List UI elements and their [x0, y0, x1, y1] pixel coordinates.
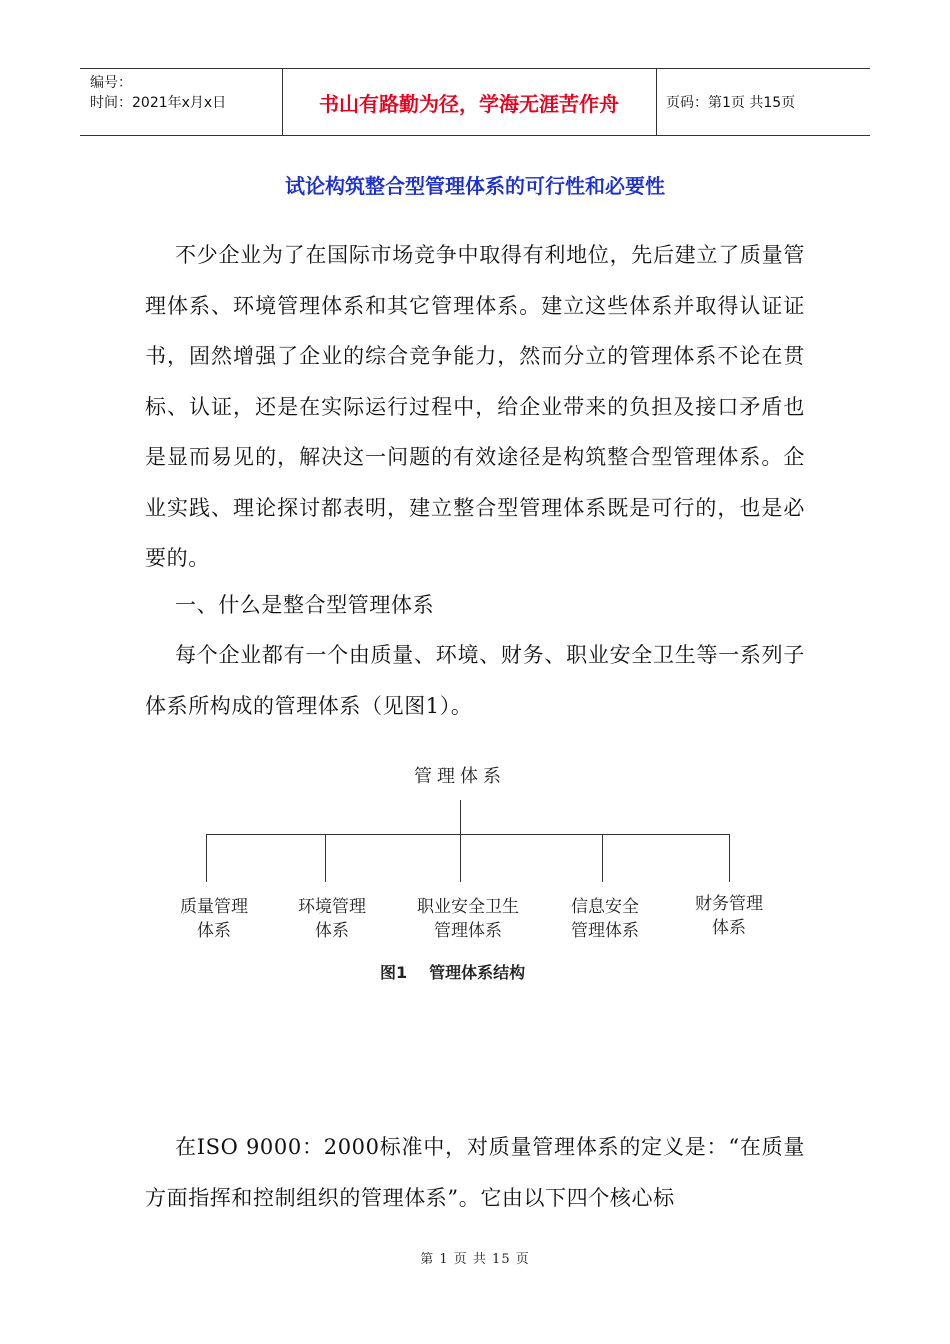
- figure-connector: [206, 834, 730, 835]
- header-meta: [90, 73, 226, 113]
- motto: 书山有路勤为径，学海无涯苦作舟: [319, 91, 619, 116]
- header-divider: [656, 69, 657, 135]
- page-footer: 第 1 页 共 15 页: [420, 1252, 530, 1267]
- figure-caption: [380, 960, 525, 983]
- figure-connector: [602, 834, 603, 882]
- figure-child-node: 职业安全卫生 管理体系: [417, 897, 519, 941]
- figure-child-node: 环境管理 体系: [298, 897, 366, 941]
- figure-connector: [206, 834, 207, 882]
- paragraph-intro: 不少企业为了在国际市场竞争中取得有利地位，先后建立了质量管理体系、环境管理体系和其它管理体系。建立这些体系并取得认证证书，固然增强了企业的综合竞争能力，然而分立的管理体系不论在贯标、认证，还是在实际运行过程中，给企业带来的负担及接口矛盾也是显而易见的，解决这一问题的有效途径是构筑整合型管理体系。企业实践、理论探讨都表明，建立整合型管理体系既是可行的，也是必要的。: [145, 243, 805, 570]
- page-code: 页码：第1页 共15页: [666, 95, 796, 111]
- figure-connector: [460, 834, 461, 882]
- figure-root-node: 管理体系: [414, 766, 506, 787]
- figure-caption-text: 管理体系结构: [429, 963, 526, 982]
- document-header: [80, 68, 870, 136]
- number-label: 编号：: [90, 75, 132, 91]
- section-heading: 一、什么是整合型管理体系: [175, 593, 435, 617]
- paragraph-iso-definition: 在ISO 9000：2000标准中，对质量管理体系的定义是：“在质量方面指挥和控制组织的管理体系”。它由以下四个核心标: [145, 1135, 805, 1210]
- paragraph-figure-ref: 每个企业都有一个由质量、环境、财务、职业安全卫生等一系列子体系所构成的管理体系（见图1）。: [145, 643, 805, 718]
- document-title: 试论构筑整合型管理体系的可行性和必要性: [285, 174, 665, 198]
- figure-caption-number: 图1: [380, 963, 408, 982]
- figure-child-node: 信息安全 管理体系: [571, 897, 639, 941]
- figure-child-node: 财务管理 体系: [695, 894, 763, 938]
- figure-connector: [460, 800, 461, 834]
- figure-connector: [325, 834, 326, 882]
- time-label: 时间：2021年x月x日: [90, 95, 227, 111]
- figure-connector: [729, 834, 730, 882]
- figure-child-node: 质量管理 体系: [180, 897, 248, 941]
